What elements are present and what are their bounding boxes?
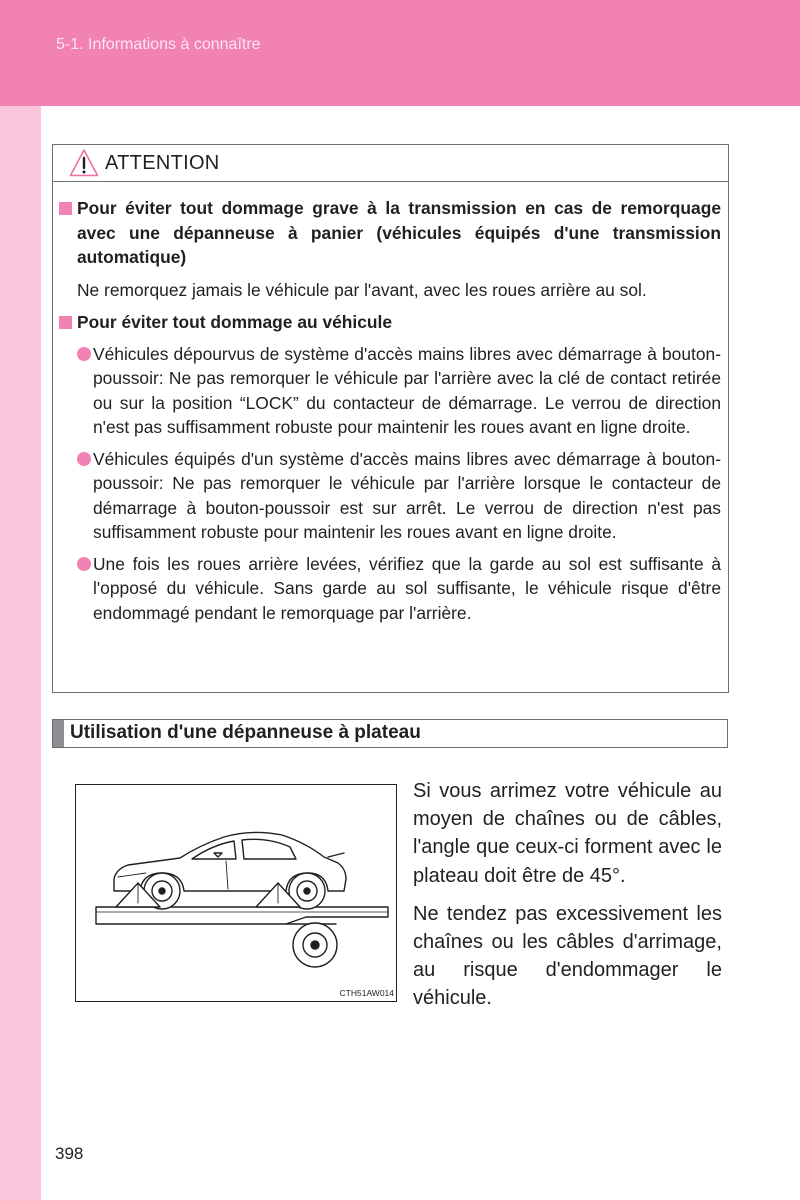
list-item bbox=[59, 552, 721, 626]
side-band bbox=[0, 106, 41, 1200]
instructions-column bbox=[413, 777, 722, 1013]
vehicle-damage-heading-text: Pour éviter tout dommage au véhicule bbox=[77, 312, 393, 332]
instruction-paragraph: Si vous arrimez votre véhicule au moyen de chaînes ou de câbles, l'angle que ceux-ci forment avec le plateau doit être de 45°. bbox=[413, 780, 722, 887]
caution-box bbox=[52, 144, 729, 693]
figure-code: CTH51AW014 bbox=[339, 988, 394, 998]
warning-triangle-icon bbox=[69, 148, 99, 178]
section-reference: 5-1. Informations à connaître bbox=[56, 36, 261, 53]
list-item-text: Une fois les roues arrière levées, vérifiez que la garde au sol est suffisante à l'opposé du véhicule. Sans garde au sol suffisante, le véhicule risque d'être endommagé pendant le remorquage par l'arrière. bbox=[93, 553, 721, 623]
list-item-text: Véhicules dépourvus de système d'accès mains libres avec démarrage à bouton-poussoir: Ne pas remorquer le véhicule par l'arrière avec la clé de contact retirée ou sur la position “LOCK” du contacteur de démarrage. Le verrou de direction n'est pas suffisamment robuste pour maintenir les roues avant en ligne droite. bbox=[93, 343, 721, 437]
transmission-warning-text: Ne remorquez jamais le véhicule par l'avant, avec les roues arrière au sol. bbox=[77, 279, 647, 300]
section-heading-bar bbox=[53, 720, 64, 747]
round-bullet-icon bbox=[77, 557, 91, 571]
list-item bbox=[59, 342, 721, 440]
page-number: 398 bbox=[55, 1144, 84, 1163]
section-heading-text: Utilisation d'une dépanneuse à plateau bbox=[70, 722, 421, 743]
square-bullet-icon bbox=[59, 316, 72, 329]
flatbed-illustration bbox=[75, 784, 397, 1002]
flatbed-car-drawing bbox=[76, 785, 396, 1001]
round-bullet-icon bbox=[77, 452, 91, 466]
list-item bbox=[59, 447, 721, 545]
round-bullet-icon bbox=[77, 347, 91, 361]
caution-body bbox=[59, 196, 721, 625]
vehicle-damage-heading bbox=[59, 310, 721, 335]
transmission-warning-heading bbox=[59, 196, 721, 270]
header-band bbox=[0, 0, 800, 106]
caution-header bbox=[53, 145, 728, 182]
list-item-text: Véhicules équipés d'un système d'accès mains libres avec démarrage à bouton-poussoir: Ne pas remorquer le véhicule par l'arrière lorsque le contacteur de démarrage à bouton-poussoir est sur arrêt. Le verrou de direction n'est pas suffisamment robuste pour maintenir les roues avant en ligne droite. bbox=[93, 448, 721, 542]
caution-title: ATTENTION bbox=[105, 152, 220, 174]
section-heading bbox=[52, 719, 728, 748]
transmission-warning-heading-text: Pour éviter tout dommage grave à la transmission en cas de remorquage avec une dépanneuse à panier (véhicules équipés d'une transmission automatique) bbox=[77, 198, 721, 267]
square-bullet-icon bbox=[59, 202, 72, 215]
instruction-paragraph: Ne tendez pas excessivement les chaînes ou les câbles d'arrimage, au risque d'endommager le véhicule. bbox=[413, 902, 722, 1010]
